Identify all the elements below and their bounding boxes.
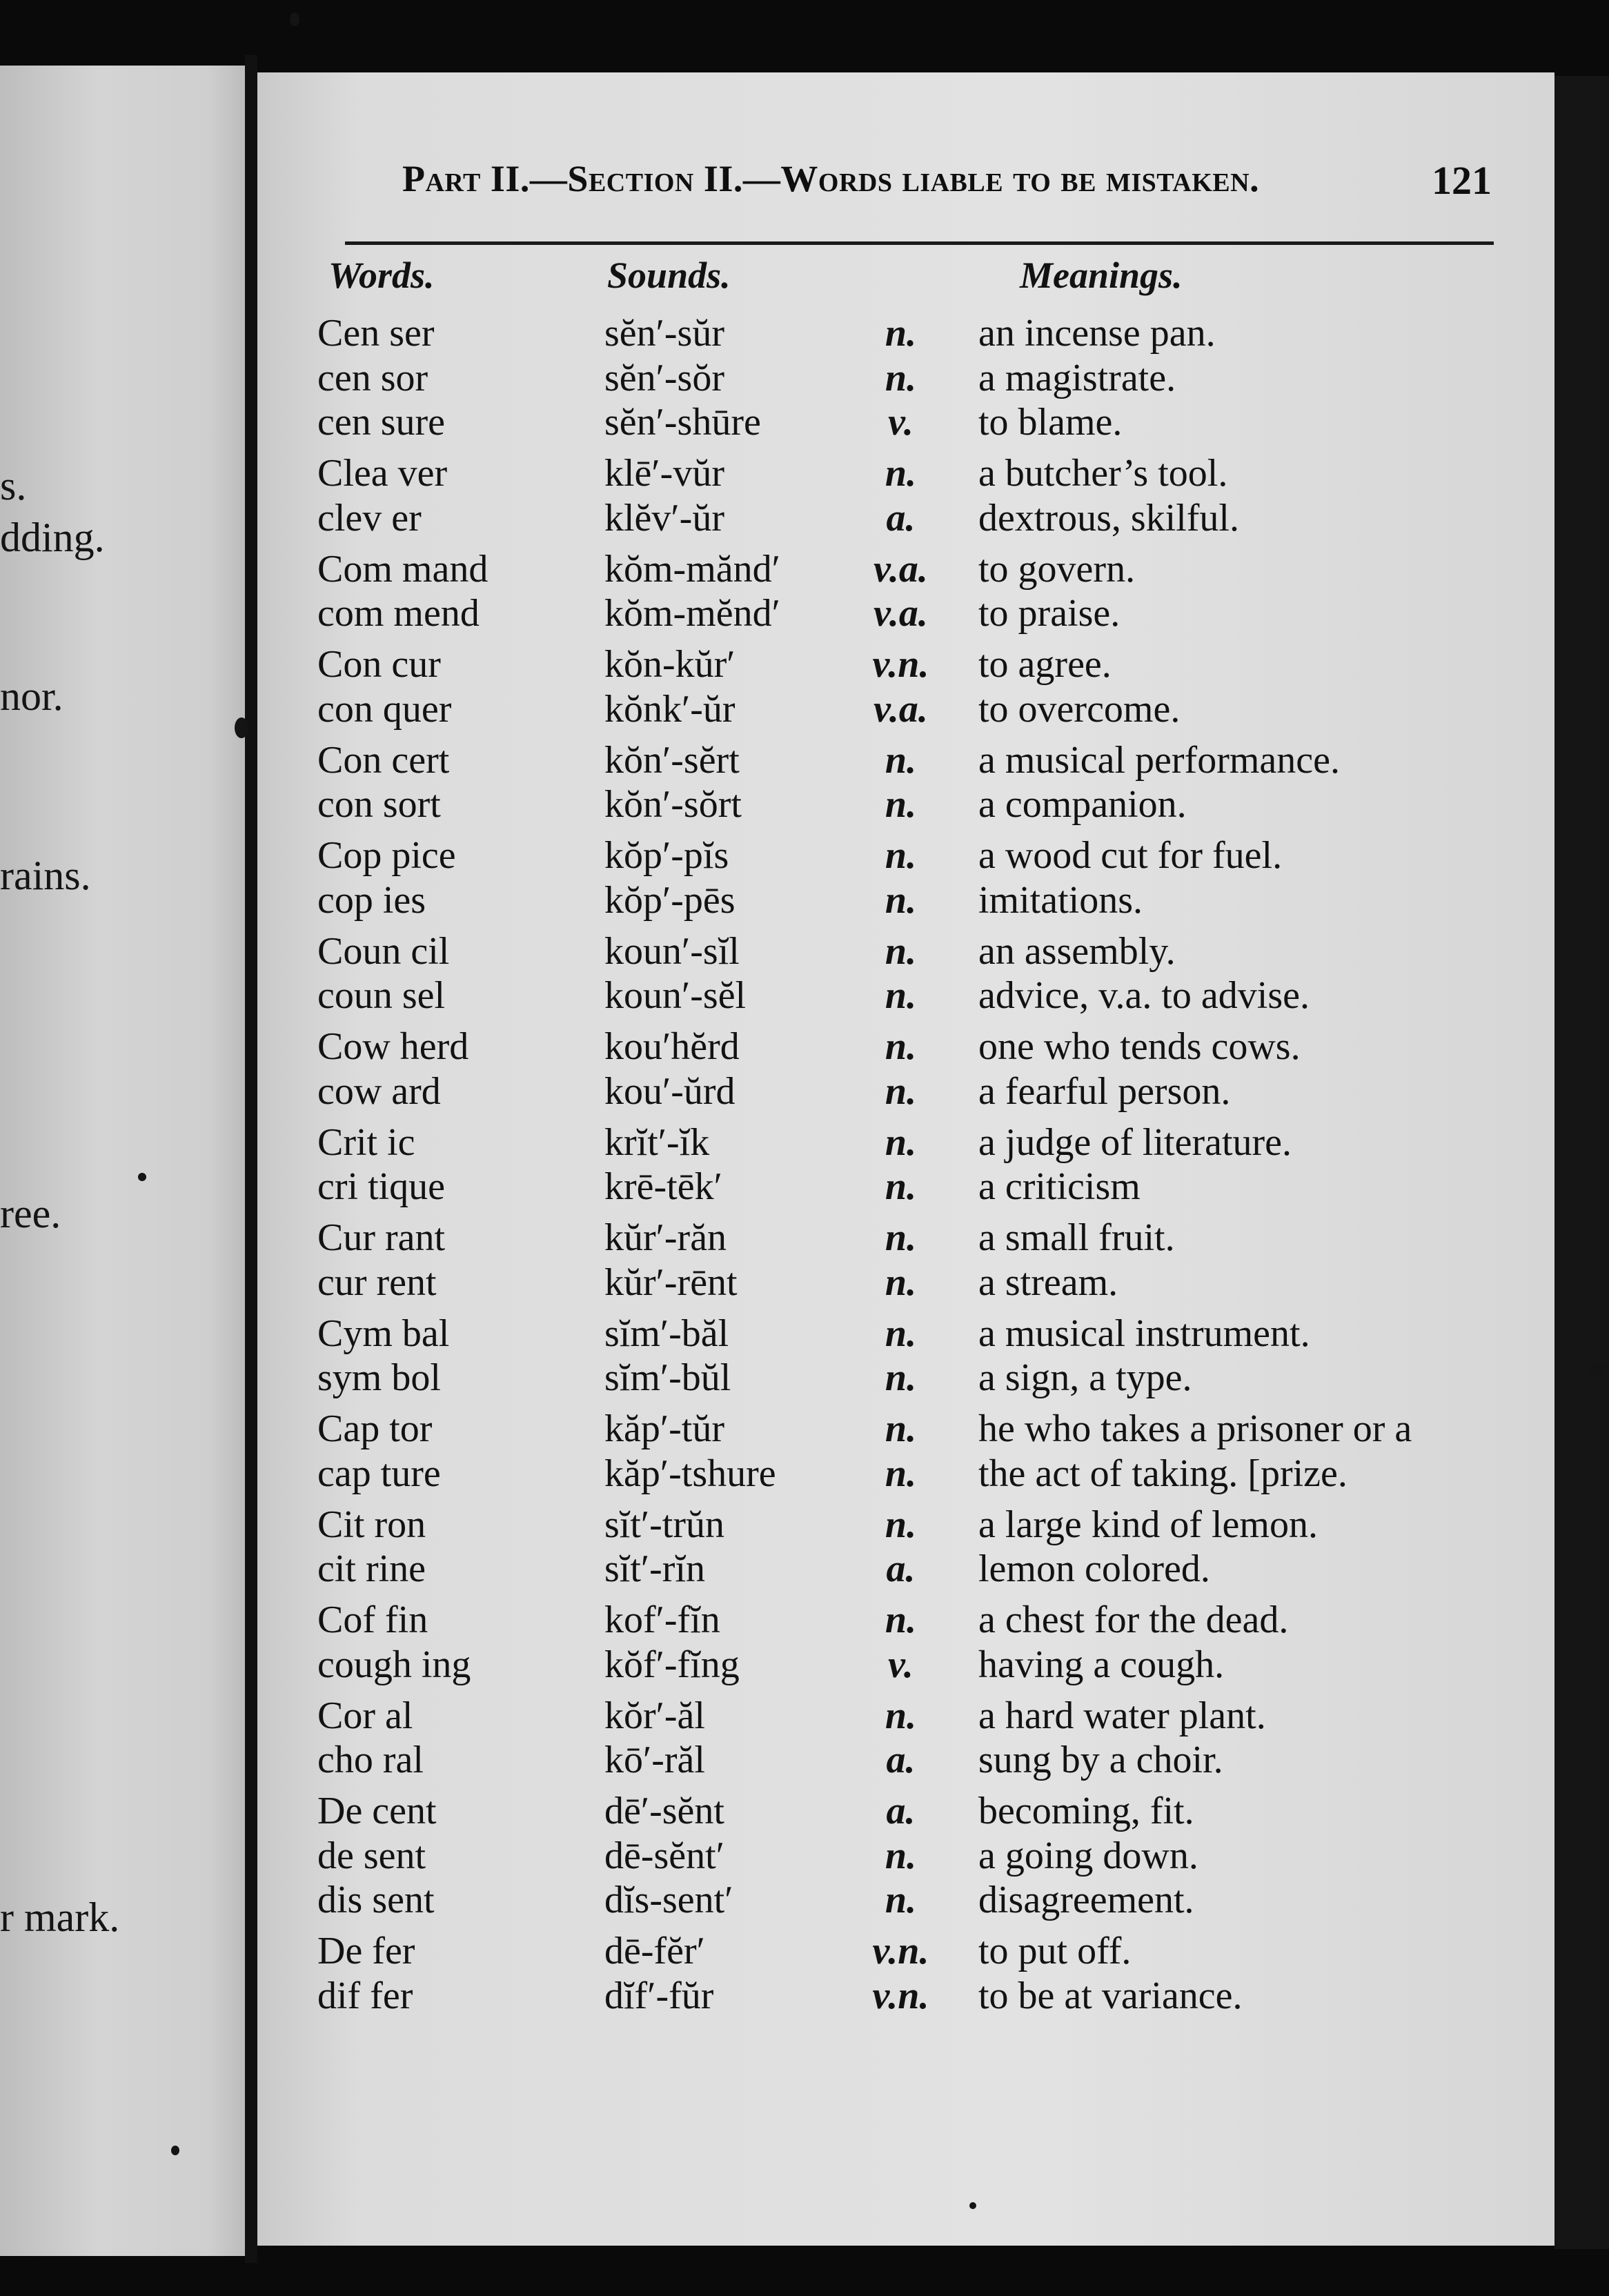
entry-pronunciation: kăp′-tŭr [604, 1407, 724, 1450]
entry-part-of-speech: v.a. [873, 547, 928, 591]
entry-word: De cent [317, 1790, 437, 1832]
entry-pronunciation: kŏn-kŭr′ [604, 643, 736, 686]
entry-meaning: a going down. [978, 1834, 1198, 1877]
entry-part-of-speech: v.n. [872, 1930, 929, 1972]
entry-pronunciation: kŏn′-sŏrt [604, 783, 742, 826]
left-page-fragment: nor. [0, 673, 63, 719]
entry-meaning: a criticism [978, 1165, 1141, 1208]
entry-meaning: a hard water plant. [978, 1694, 1266, 1737]
entry-pronunciation: dē-sĕnt′ [604, 1834, 724, 1877]
entry-word: cen sor [317, 356, 428, 399]
column-header-sounds: Sounds. [607, 255, 731, 296]
entry-word: Cof fin [317, 1599, 428, 1641]
entry-meaning: a large kind of lemon. [978, 1503, 1318, 1546]
entry-pronunciation: krē-tēk′ [604, 1165, 722, 1208]
entry-pronunciation: kăp′-tshure [604, 1452, 776, 1495]
entry-part-of-speech: v. [888, 1643, 914, 1686]
entry-part-of-speech: n. [885, 1694, 917, 1737]
entry-part-of-speech: v.a. [873, 592, 928, 635]
entry-word: cit rine [317, 1547, 426, 1590]
entry-meaning: a magistrate. [978, 356, 1176, 399]
entry-meaning: a stream. [978, 1260, 1118, 1304]
entry-word: De fer [317, 1930, 415, 1972]
word-entry [0, 451, 1609, 496]
entry-pronunciation: kŏn′-sĕrt [604, 738, 740, 782]
word-entry [0, 1502, 1609, 1547]
word-entry [0, 1546, 1609, 1592]
entry-pronunciation: dĭf′-fŭr [604, 1974, 714, 2017]
entry-pronunciation: dĭs-sent′ [604, 1879, 733, 1921]
word-entry [0, 1877, 1609, 1923]
entry-part-of-speech: v.n. [872, 1974, 929, 2017]
entry-part-of-speech: n. [885, 783, 917, 826]
page-number: 121 [1432, 158, 1492, 203]
speck [138, 1173, 146, 1181]
entry-part-of-speech: n. [885, 1879, 917, 1921]
entry-word: Cap tor [317, 1407, 433, 1450]
entry-part-of-speech: n. [885, 974, 917, 1017]
entry-word: Cit ron [317, 1503, 426, 1546]
entry-meaning: becoming, fit. [978, 1790, 1194, 1832]
entry-part-of-speech: a. [886, 1547, 916, 1590]
word-entry [0, 1788, 1609, 1834]
entry-pronunciation: koun′-sĭl [604, 929, 740, 973]
word-entry [0, 310, 1609, 356]
entry-word: con quer [317, 687, 452, 731]
entry-part-of-speech: n. [885, 356, 917, 399]
entry-part-of-speech: a. [886, 1790, 916, 1832]
entry-word: Com mand [317, 547, 488, 591]
entry-word: Cym bal [317, 1312, 450, 1355]
entry-meaning: having a cough. [978, 1643, 1225, 1686]
entry-part-of-speech: n. [885, 1025, 917, 1068]
entry-word: cough ing [317, 1643, 471, 1686]
entry-part-of-speech: n. [885, 1260, 917, 1304]
word-entry [0, 1215, 1609, 1260]
entry-word: Cow herd [317, 1025, 469, 1068]
entry-word: cho ral [317, 1739, 424, 1781]
entry-pronunciation: sĭt′-rĭn [604, 1547, 706, 1590]
entry-meaning: a musical performance. [978, 738, 1340, 782]
entry-pronunciation: kŏp′-pēs [604, 878, 736, 922]
column-header-meanings: Meanings. [1020, 255, 1183, 296]
entry-meaning: the act of taking. [prize. [978, 1452, 1348, 1495]
entry-meaning: advice, v.a. to advise. [978, 974, 1310, 1017]
word-entry [0, 1164, 1609, 1209]
entry-pronunciation: dē-fĕr′ [604, 1930, 705, 1972]
entry-pronunciation: kŏp′-pĭs [604, 834, 729, 877]
entry-word: Crit ic [317, 1120, 415, 1164]
left-page-fragment: s. [0, 463, 27, 508]
entry-pronunciation: kŭr′-răn [604, 1216, 727, 1259]
entry-pronunciation: koun′-sĕl [604, 974, 747, 1017]
header-rule [345, 241, 1494, 245]
column-header-words: Words. [328, 255, 435, 296]
entry-part-of-speech: n. [885, 1356, 917, 1399]
entry-word: Cen ser [317, 312, 435, 355]
entry-pronunciation: kou′-ŭrd [604, 1069, 736, 1113]
word-entry [0, 1355, 1609, 1401]
entry-meaning: a fearful person. [978, 1069, 1231, 1113]
entry-meaning: a wood cut for fuel. [978, 834, 1283, 877]
word-entry [0, 1260, 1609, 1305]
word-entry [0, 591, 1609, 636]
entry-pronunciation: kŏf′-fĭng [604, 1643, 740, 1686]
entry-part-of-speech: n. [885, 1120, 917, 1164]
entry-word: Cop pice [317, 834, 456, 877]
entry-pronunciation: sĕn′-sŭr [604, 312, 724, 355]
entry-part-of-speech: n. [885, 1834, 917, 1877]
entry-pronunciation: krĭt′-ĭk [604, 1120, 710, 1164]
entry-meaning: sung by a choir. [978, 1739, 1223, 1781]
entry-pronunciation: sĭm′-băl [604, 1312, 729, 1355]
entry-part-of-speech: n. [885, 452, 917, 495]
entry-meaning: lemon colored. [978, 1547, 1210, 1590]
word-entry [0, 1973, 1609, 2019]
entry-meaning: to blame. [978, 401, 1123, 444]
word-entry [0, 399, 1609, 445]
entry-pronunciation: dē′-sĕnt [604, 1790, 724, 1832]
word-entry [0, 355, 1609, 401]
word-entry [0, 546, 1609, 592]
word-entry [0, 1642, 1609, 1688]
speck [235, 718, 248, 738]
word-entry [0, 833, 1609, 878]
entry-meaning: to put off. [978, 1930, 1132, 1972]
left-page-fragment: rains. [0, 853, 91, 898]
entry-pronunciation: sĕn′-sŏr [604, 356, 724, 399]
entry-meaning: an incense pan. [978, 312, 1216, 355]
entry-word: sym bol [317, 1356, 441, 1399]
entry-pronunciation: sĭt′-trŭn [604, 1503, 725, 1546]
entry-part-of-speech: n. [885, 1312, 917, 1355]
entry-word: com mend [317, 592, 480, 635]
entry-pronunciation: klē′-vŭr [604, 452, 724, 495]
entry-part-of-speech: v.a. [873, 687, 928, 731]
entry-pronunciation: kou′hĕrd [604, 1025, 740, 1068]
entry-meaning: a small fruit. [978, 1216, 1175, 1259]
entry-part-of-speech: n. [885, 1452, 917, 1495]
word-entry [0, 878, 1609, 923]
entry-pronunciation: kŏr′-ăl [604, 1694, 705, 1737]
entry-pronunciation: sĕn′-shūre [604, 401, 761, 444]
speck [171, 2146, 179, 2155]
entry-meaning: a butcher’s tool. [978, 452, 1228, 495]
entry-part-of-speech: n. [885, 312, 917, 355]
word-entry [0, 1311, 1609, 1356]
word-entry [0, 1737, 1609, 1783]
entry-word: cri tique [317, 1165, 446, 1208]
left-page-fragment: r mark. [0, 1894, 120, 1940]
speck [1587, 1363, 1606, 1375]
entry-part-of-speech: a. [886, 1739, 916, 1781]
entry-part-of-speech: n. [885, 1407, 917, 1450]
entry-pronunciation: sĭm′-bŭl [604, 1356, 731, 1399]
entry-word: con sort [317, 783, 441, 826]
entry-pronunciation: kŏm-mĕnd′ [604, 592, 780, 635]
entry-part-of-speech: v. [888, 401, 914, 444]
entry-pronunciation: kō′-răl [604, 1739, 705, 1781]
entry-meaning: a companion. [978, 783, 1187, 826]
entry-word: dif fer [317, 1974, 413, 2017]
left-page-fragment: dding. [0, 515, 105, 560]
entry-word: coun sel [317, 974, 446, 1017]
entry-part-of-speech: n. [885, 1069, 917, 1113]
entry-meaning: imitations. [978, 878, 1143, 922]
entry-meaning: a chest for the dead. [978, 1599, 1289, 1641]
word-entry [0, 782, 1609, 827]
entry-word: de sent [317, 1834, 426, 1877]
entry-word: cap ture [317, 1452, 441, 1495]
entry-meaning: to overcome. [978, 687, 1181, 731]
entry-meaning: to praise. [978, 592, 1121, 635]
entry-part-of-speech: n. [885, 1216, 917, 1259]
word-entry [0, 1120, 1609, 1165]
entry-meaning: a judge of literature. [978, 1120, 1292, 1164]
word-entry [0, 642, 1609, 687]
entry-word: Cur rant [317, 1216, 446, 1259]
entry-word: cur rent [317, 1260, 437, 1304]
entry-meaning: to govern. [978, 547, 1136, 591]
entry-part-of-speech: a. [886, 496, 916, 540]
word-entry [0, 1833, 1609, 1879]
speck [969, 2202, 976, 2209]
entry-word: cow ard [317, 1069, 441, 1113]
entry-part-of-speech: n. [885, 878, 917, 922]
word-entry [0, 1451, 1609, 1496]
entry-part-of-speech: n. [885, 929, 917, 973]
word-entry [0, 973, 1609, 1018]
entry-part-of-speech: n. [885, 834, 917, 877]
entry-word: cen sure [317, 401, 446, 444]
entry-part-of-speech: n. [885, 1503, 917, 1546]
entry-meaning: to agree. [978, 643, 1112, 686]
entry-word: Clea ver [317, 452, 448, 495]
entry-word: Con cert [317, 738, 450, 782]
entry-pronunciation: kŭr′-rēnt [604, 1260, 738, 1304]
entry-meaning: disagreement. [978, 1879, 1194, 1921]
entry-pronunciation: klĕv′-ŭr [604, 496, 724, 540]
entry-word: Coun cil [317, 929, 450, 973]
word-entry [0, 1406, 1609, 1452]
word-entry [0, 929, 1609, 974]
entry-word: Cor al [317, 1694, 413, 1737]
word-entry [0, 1597, 1609, 1643]
word-entry [0, 1024, 1609, 1069]
entry-meaning: an assembly. [978, 929, 1176, 973]
entry-meaning: to be at variance. [978, 1974, 1243, 2017]
entry-word: clev er [317, 496, 422, 540]
entry-meaning: dextrous, skilful. [978, 496, 1239, 540]
entry-meaning: one who tends cows. [978, 1025, 1301, 1068]
entry-meaning: a sign, a type. [978, 1356, 1192, 1399]
left-page-fragment: ree. [0, 1191, 61, 1236]
entry-word: dis sent [317, 1879, 435, 1921]
entry-word: cop ies [317, 878, 426, 922]
entry-pronunciation: kŏnk′-ŭr [604, 687, 736, 731]
word-entry [0, 1693, 1609, 1739]
entry-pronunciation: kof′-fĭn [604, 1599, 720, 1641]
word-entry [0, 1069, 1609, 1114]
word-entry [0, 738, 1609, 783]
entry-meaning: he who takes a prisoner or a [978, 1407, 1412, 1450]
entry-part-of-speech: n. [885, 1599, 917, 1641]
entry-meaning: a musical instrument. [978, 1312, 1310, 1355]
entry-part-of-speech: v.n. [872, 643, 929, 686]
word-entry [0, 1928, 1609, 1974]
entry-part-of-speech: n. [885, 1165, 917, 1208]
entry-pronunciation: kŏm-mănd′ [604, 547, 780, 591]
running-header: Part II.—Section II.—Words liable to be mistaken. [402, 158, 1260, 199]
entry-word: Con cur [317, 643, 441, 686]
entry-part-of-speech: n. [885, 738, 917, 782]
speck [290, 12, 299, 26]
word-entry [0, 495, 1609, 541]
